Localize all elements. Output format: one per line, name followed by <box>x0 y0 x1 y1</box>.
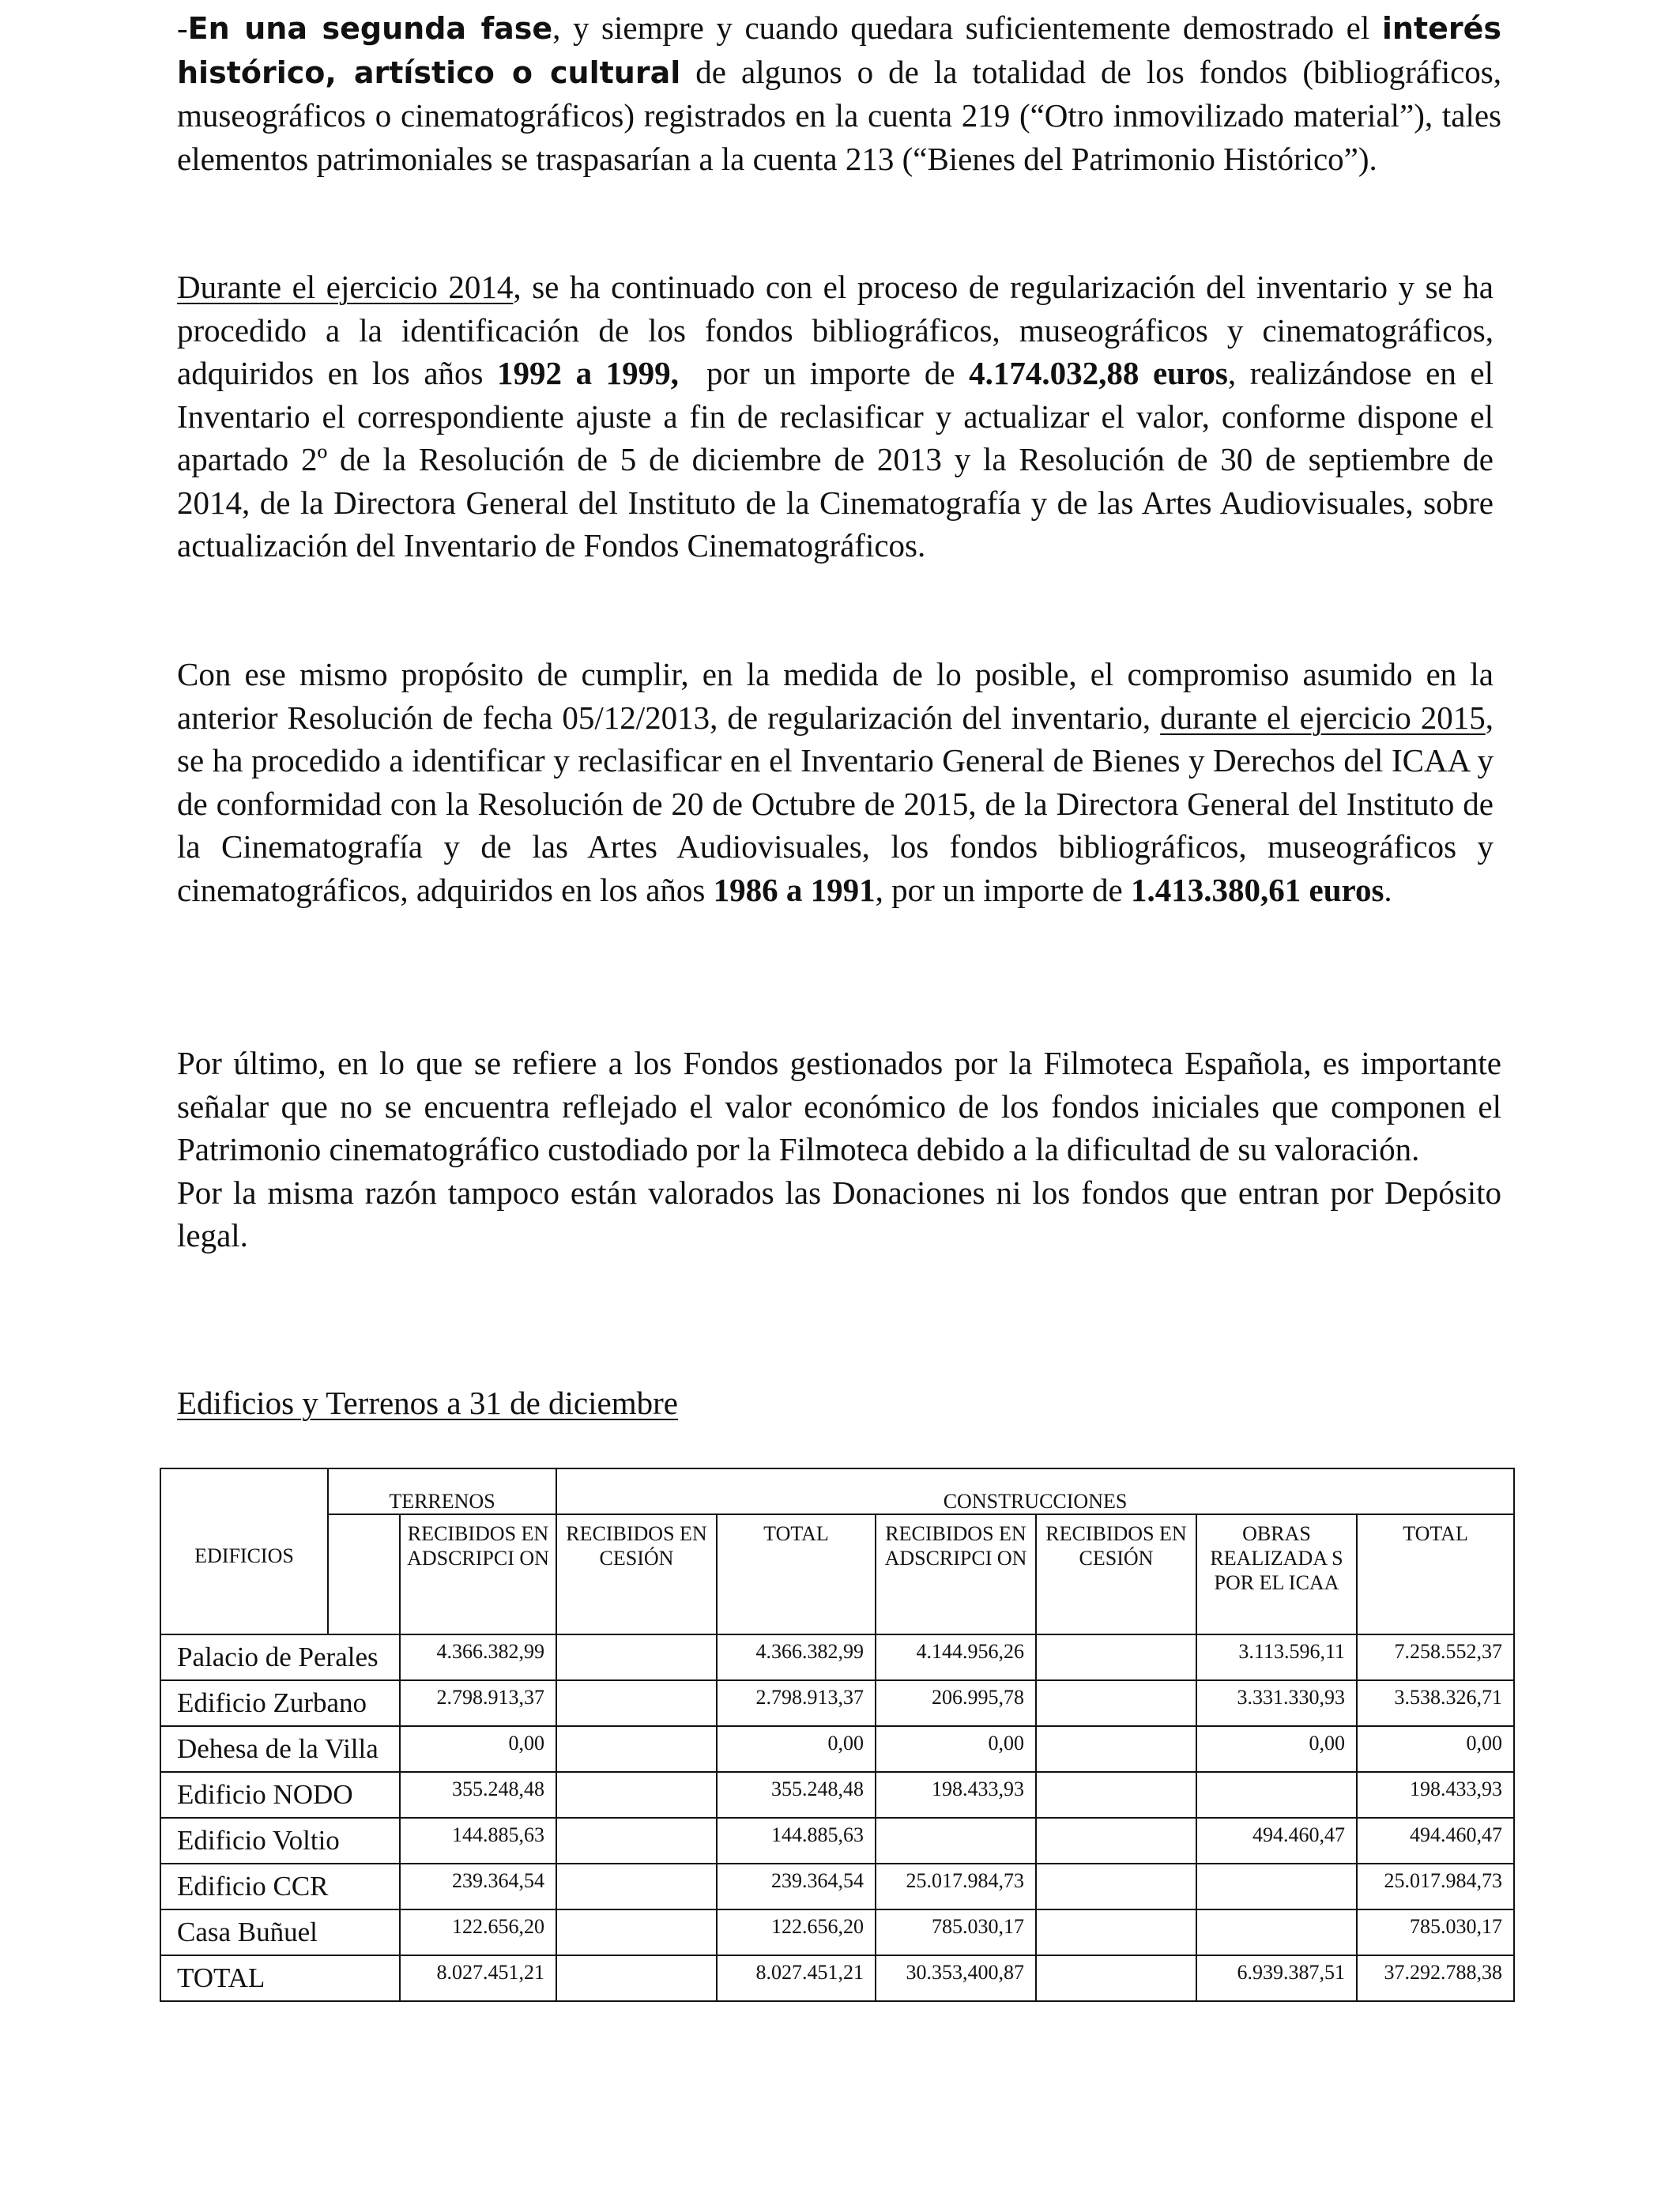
row-value-cell: 37.292.788,38 <box>1357 1955 1514 2001</box>
table-row <box>160 1726 1514 1772</box>
row-value-cell <box>1036 1680 1196 1726</box>
header-terrenos-recibidos-adscripcion: RECIBIDOS EN ADSCRIPCI ON <box>400 1514 556 1634</box>
row-value-cell <box>556 1772 717 1818</box>
row-value-cell <box>556 1680 717 1726</box>
header-terrenos: TERRENOS <box>328 1468 556 1514</box>
header-construcciones-recibidos-cesion: RECIBIDOS EN CESIÓN <box>1036 1514 1196 1634</box>
row-value-cell <box>556 1909 717 1955</box>
row-building-name: Edificio CCR <box>160 1864 400 1909</box>
section-title: Edificios y Terrenos a 31 de diciembre <box>177 1385 678 1421</box>
bold-years-1992-1999: 1992 a 1999, <box>497 355 679 391</box>
paragraph-filmoteca <box>177 1042 1501 1257</box>
paragraph-text: , se ha continuado con el proceso de regularización del inventario y se ha procedido a la identificación de los fondos bibliográficos, museográficos y cinematográficos, adquiridos en los años <box>177 269 1494 391</box>
row-value-cell <box>556 1864 717 1909</box>
row-value-cell: 206.995,78 <box>876 1680 1036 1726</box>
row-value-cell <box>556 1955 717 2001</box>
row-building-name: Edificio Voltio <box>160 1818 400 1864</box>
header-edificios: EDIFICIOS <box>160 1468 328 1634</box>
row-value-cell: 144.885,63 <box>717 1818 876 1864</box>
row-value-cell: 122.656,20 <box>400 1909 556 1955</box>
table-row <box>160 1818 1514 1864</box>
table-row <box>160 1955 1514 2001</box>
row-value-cell <box>1196 1772 1357 1818</box>
row-value-cell <box>876 1818 1036 1864</box>
paragraph-ejercicio-2014 <box>177 266 1494 567</box>
row-value-cell <box>1196 1864 1357 1909</box>
row-value-cell <box>1036 1864 1196 1909</box>
row-value-cell <box>1036 1818 1196 1864</box>
row-building-name: Dehesa de la Villa <box>160 1726 400 1772</box>
underlined-ejercicio-2014: Durante el ejercicio 2014 <box>177 269 514 305</box>
row-value-cell: 0,00 <box>1196 1726 1357 1772</box>
row-value-cell: 8.027.451,21 <box>717 1955 876 2001</box>
row-value-cell: 239.364,54 <box>717 1864 876 1909</box>
header-spacer <box>328 1514 400 1634</box>
paragraph-text: Con ese mismo propósito de cumplir, en la medida de lo posible, el compromiso asumido en la anterior Resolución de fecha 05/12/2013, de regularización del inventario, <box>177 656 1494 736</box>
row-value-cell: 30.353,400,87 <box>876 1955 1036 2001</box>
header-construcciones-total: TOTAL <box>1357 1514 1514 1634</box>
row-value-cell: 25.017.984,73 <box>1357 1864 1514 1909</box>
row-building-name: Palacio de Perales <box>160 1634 400 1680</box>
paragraph-text: , se ha procedido a identificar y reclasificar en el Inventario General de Bienes y Derechos del ICAA y de conformidad con la Resolución de 20 de Octubre de 2015, de la Directora General del Instituto de la Cinematografía y de las Artes Audiovisuales, los fondos bibliográficos, museográficos y cinematográficos, adquiridos en los años <box>177 699 1494 908</box>
row-value-cell <box>1036 1634 1196 1680</box>
bold-amount-2014: 4.174.032,88 euros <box>969 355 1228 391</box>
row-value-cell: 2.798.913,37 <box>717 1680 876 1726</box>
row-value-cell: 0,00 <box>876 1726 1036 1772</box>
paragraph-lead-dash: - <box>177 9 188 46</box>
row-value-cell: 494.460,47 <box>1357 1818 1514 1864</box>
row-building-name: TOTAL <box>160 1955 400 2001</box>
paragraph-text: por un importe de <box>678 355 970 391</box>
row-value-cell: 239.364,54 <box>400 1864 556 1909</box>
row-building-name: Edificio Zurbano <box>160 1680 400 1726</box>
table-row <box>160 1680 1514 1726</box>
bold-amount-2015: 1.413.380,61 euros <box>1131 871 1384 908</box>
row-value-cell: 7.258.552,37 <box>1357 1634 1514 1680</box>
header-terrenos-recibidos-cesion: RECIBIDOS EN CESIÓN <box>556 1514 717 1634</box>
row-value-cell <box>1036 1955 1196 2001</box>
row-value-cell: 122.656,20 <box>717 1909 876 1955</box>
row-value-cell <box>556 1634 717 1680</box>
row-value-cell: 8.027.451,21 <box>400 1955 556 2001</box>
row-value-cell: 4.144.956,26 <box>876 1634 1036 1680</box>
row-value-cell: 494.460,47 <box>1196 1818 1357 1864</box>
table-row <box>160 1634 1514 1680</box>
row-value-cell: 785.030,17 <box>876 1909 1036 1955</box>
row-value-cell <box>1036 1726 1196 1772</box>
row-value-cell: 0,00 <box>400 1726 556 1772</box>
row-value-cell <box>556 1726 717 1772</box>
row-value-cell: 4.366.382,99 <box>717 1634 876 1680</box>
row-value-cell: 198.433,93 <box>1357 1772 1514 1818</box>
row-value-cell: 144.885,63 <box>400 1818 556 1864</box>
row-value-cell: 198.433,93 <box>876 1772 1036 1818</box>
row-value-cell <box>556 1818 717 1864</box>
paragraph-ejercicio-2015 <box>177 653 1494 911</box>
bold-interes-historico: interés histórico, artístico o cultural <box>177 11 1501 90</box>
table-row <box>160 1772 1514 1818</box>
row-value-cell: 3.113.596,11 <box>1196 1634 1357 1680</box>
paragraph-text: de algunos o de la totalidad de los fondos (bibliográficos, museográficos o cinematográficos) registrados en la cuenta 219 (“Otro inmovilizado material”), tales elementos patrimoniales se traspasarían a la cuenta 213 (“Bienes del Patrimonio Histórico”). <box>177 53 1501 177</box>
row-value-cell: 3.331.330,93 <box>1196 1680 1357 1726</box>
paragraph-segunda-fase <box>177 6 1501 180</box>
row-value-cell: 355.248,48 <box>400 1772 556 1818</box>
table-row <box>160 1909 1514 1955</box>
row-value-cell <box>1036 1909 1196 1955</box>
row-value-cell: 785.030,17 <box>1357 1909 1514 1955</box>
header-obras-realizadas: OBRAS REALIZADA S POR EL ICAA <box>1196 1514 1357 1634</box>
paragraph-filmoteca-line1: Por último, en lo que se refiere a los Fondos gestionados por la Filmoteca Española, es importante señalar que no se encuentra reflejado el valor económico de los fondos iniciales que componen el Patrimonio cinematográfico custodiado por la Filmoteca debido a la dificultad de su valoración. <box>177 1045 1501 1167</box>
header-construcciones: CONSTRUCCIONES <box>556 1468 1514 1514</box>
row-value-cell <box>1036 1772 1196 1818</box>
paragraph-filmoteca-line2: Por la misma razón tampoco están valorados las Donaciones ni los fondos que entran por Depósito legal. <box>177 1174 1501 1253</box>
header-terrenos-total: TOTAL <box>717 1514 876 1634</box>
underlined-ejercicio-2015: durante el ejercicio 2015 <box>1160 699 1486 736</box>
header-construcciones-recibidos-adscripcion: RECIBIDOS EN ADSCRIPCI ON <box>876 1514 1036 1634</box>
row-value-cell: 0,00 <box>717 1726 876 1772</box>
bold-years-1986-1991: 1986 a 1991 <box>713 871 876 908</box>
row-value-cell: 3.538.326,71 <box>1357 1680 1514 1726</box>
row-value-cell: 6.939.387,51 <box>1196 1955 1357 2001</box>
row-value-cell: 4.366.382,99 <box>400 1634 556 1680</box>
row-value-cell: 0,00 <box>1357 1726 1514 1772</box>
paragraph-text: , por un importe de <box>875 871 1131 908</box>
row-value-cell: 25.017.984,73 <box>876 1864 1036 1909</box>
paragraph-text: , y siempre y cuando quedara suficientemente demostrado el <box>552 9 1382 46</box>
row-value-cell: 355.248,48 <box>717 1772 876 1818</box>
buildings-table <box>160 1468 1515 2002</box>
table-row <box>160 1864 1514 1909</box>
bold-segunda-fase: En una segunda fase <box>187 11 553 46</box>
row-value-cell: 2.798.913,37 <box>400 1680 556 1726</box>
row-value-cell <box>1196 1909 1357 1955</box>
row-building-name: Casa Buñuel <box>160 1909 400 1955</box>
paragraph-text: . <box>1384 871 1392 908</box>
row-building-name: Edificio NODO <box>160 1772 400 1818</box>
paragraph-text: , realizándose en el Inventario el correspondiente ajuste a fin de reclasificar y actualizar el valor, conforme dispone el apartado 2º de la Resolución de 5 de diciembre de 2013 y la Resolución de 30 de septiembre de 2014, de la Directora General del Instituto de la Cinematografía y de las Artes Audiovisuales, sobre actualización del Inventario de Fondos Cinematográficos. <box>177 355 1494 564</box>
